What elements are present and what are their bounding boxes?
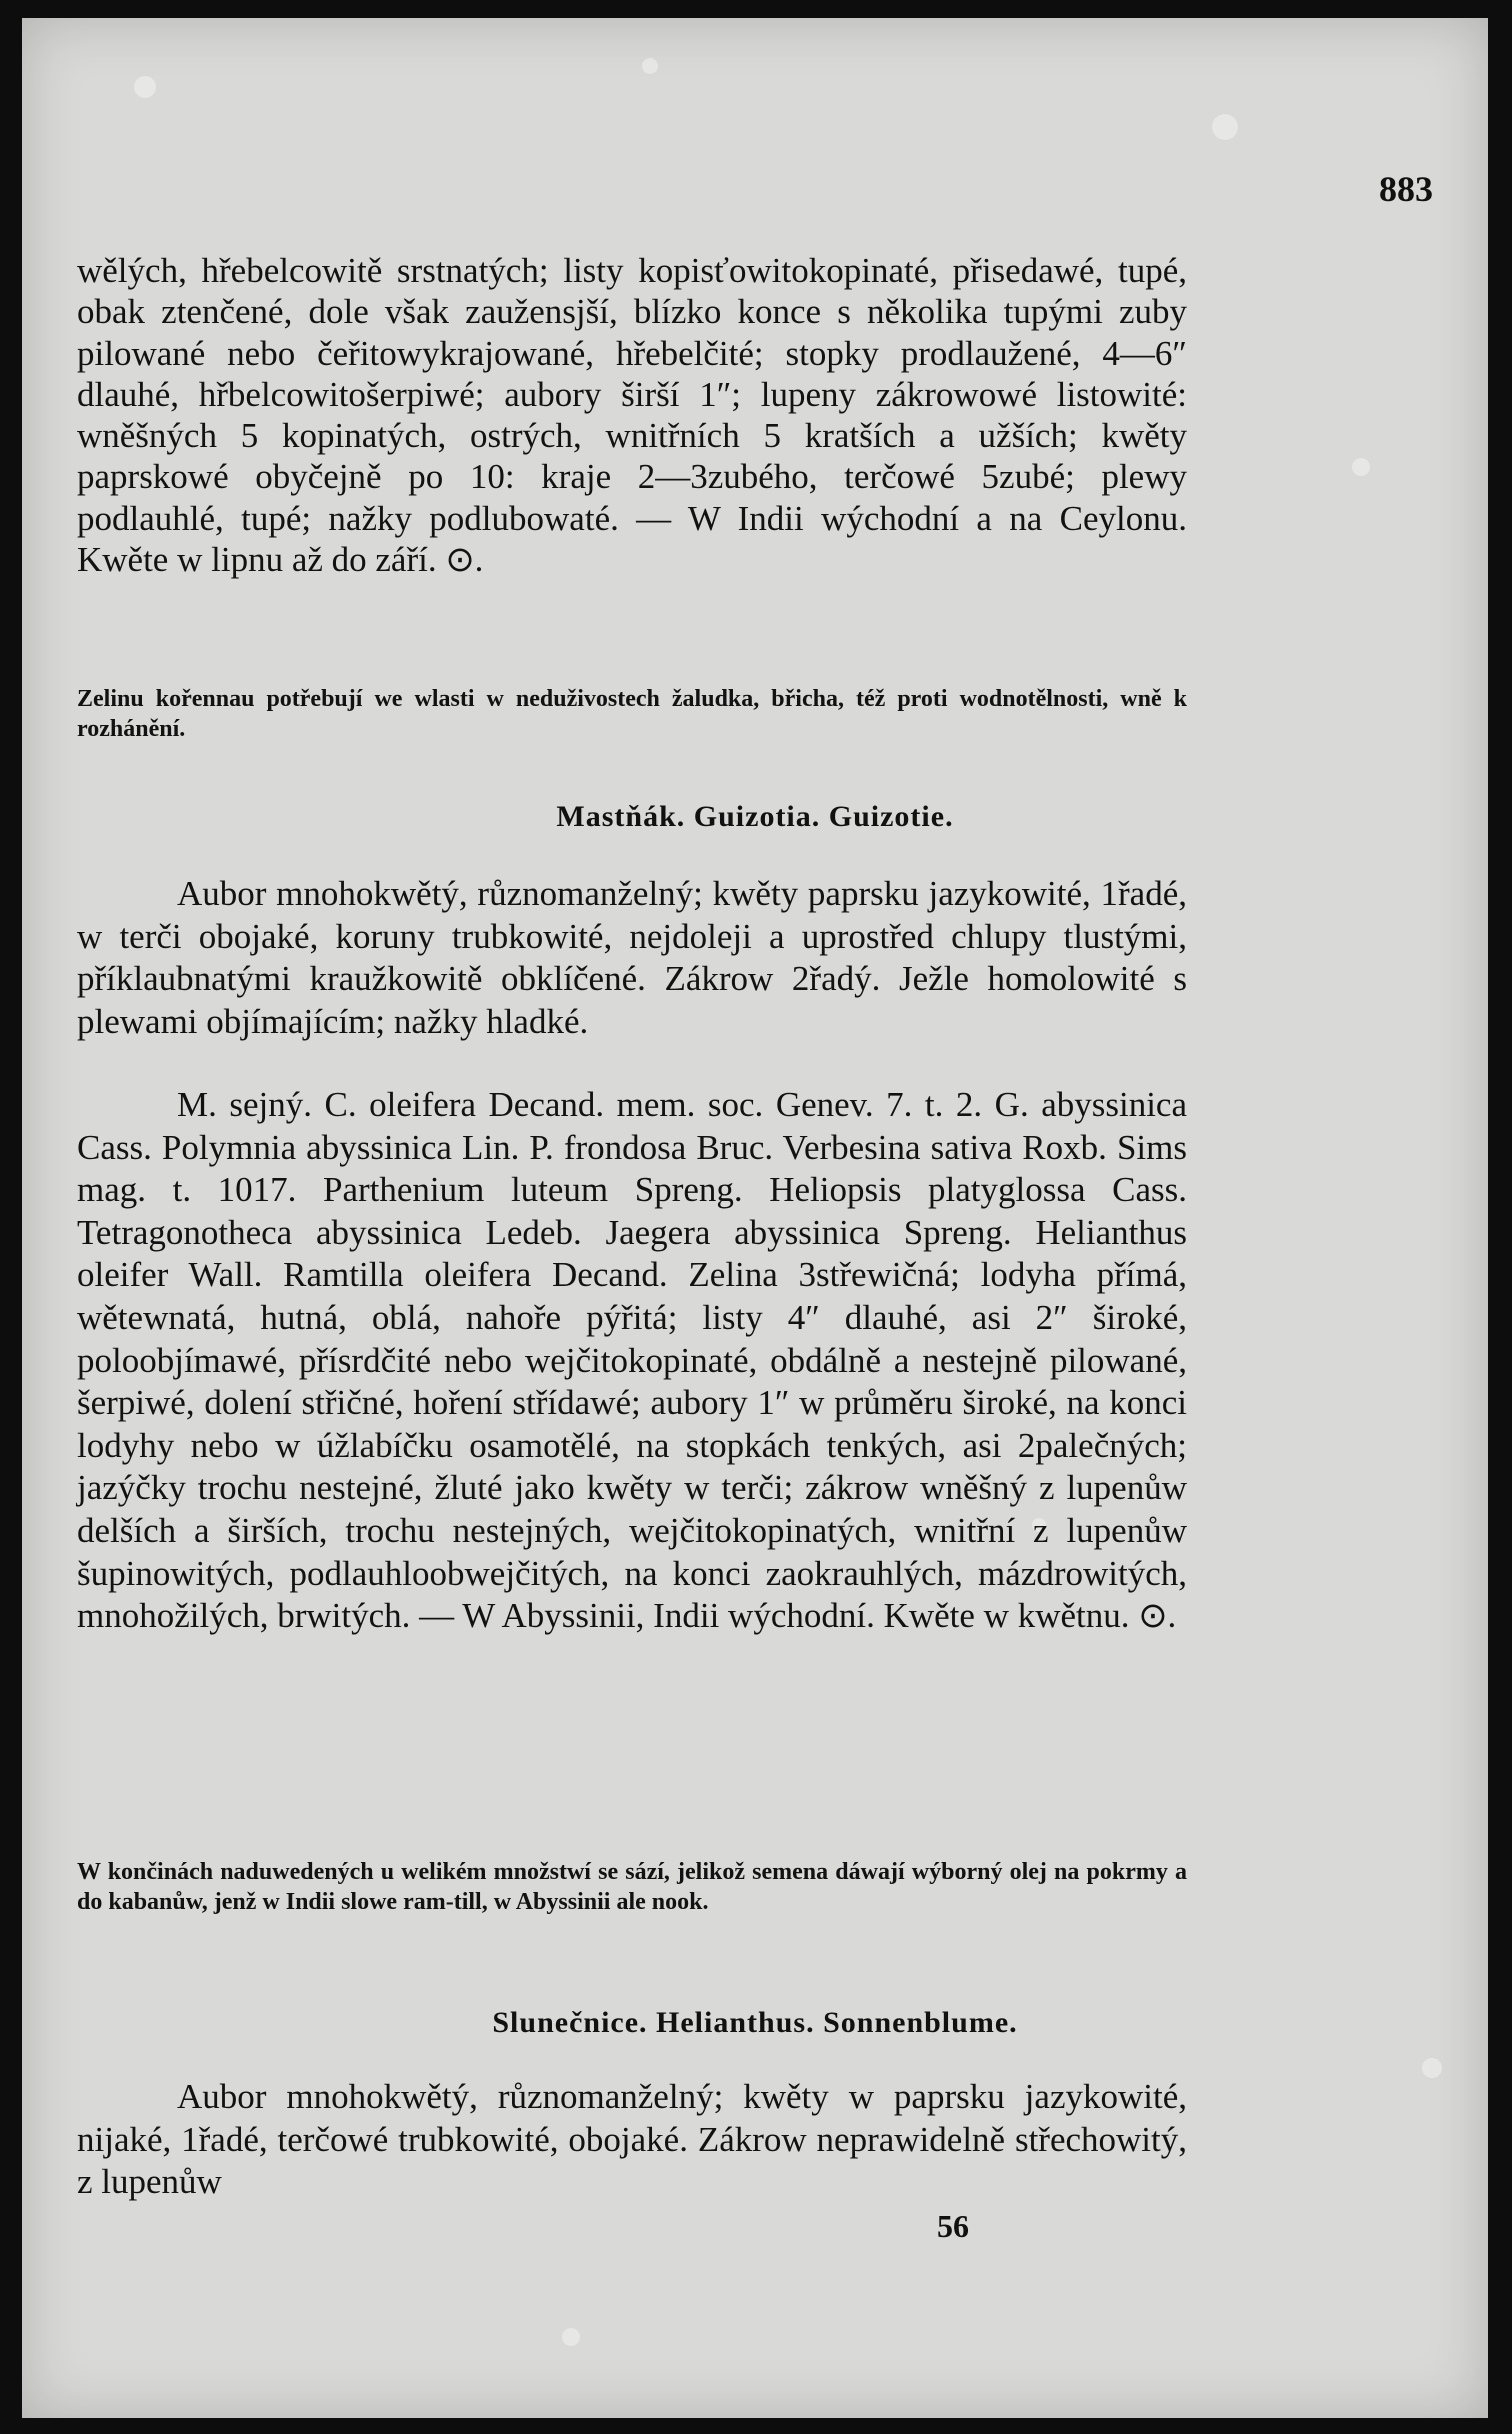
genus-description-guizotia: Aubor mnohokwětý, různomanželný; kwěty paprsku jazykowité, 1řadé, w terči obojaké, koruny trubkowité, nejdoleji a uprostřed chlupy tlustými, příklaubnatými kraužkowitě obklíčené. Zákrow 2řadý. Ježle homolowité s plewami objímajícím; nažky hladké. xyxy=(77,874,1187,1041)
printer-signature: 56 xyxy=(937,2208,969,2244)
genus-heading-helianthus: Slunečnice. Helianthus. Sonnenblume. xyxy=(492,2006,1018,2039)
book-page xyxy=(22,18,1488,2418)
footnote-usage-1: Zelinu kořennau potřebují we wlasti w neduživostech žaludka, břicha, též proti wodnotělnosti, wně k rozhánění. xyxy=(77,686,1187,742)
paper-speck xyxy=(134,76,156,98)
genus-heading-guizotia: Mastňák. Guizotia. Guizotie. xyxy=(556,800,954,833)
paper-speck xyxy=(1352,458,1370,476)
paper-speck xyxy=(1212,114,1238,140)
footnote-usage-2: W končinách naduwedených u welikém množstwí se sází, jelikož semena dáwají wýborný olej na pokrmy a do kabanůw, jenž w Indii slowe ram-till, w Abyssinii ale nook. xyxy=(77,1859,1187,1915)
paragraph-continuation: wělých, hřebelcowitě srstnatých; listy kopisťowitokopinaté, přisedawé, tupé, obak ztenčené, dole však zaužensjší, blízko konce s několika tupými zuby pilowané nebo čeřitowykrajowané, hřebelčité; stopky prodlaužené, 4—6″ dlauhé, hřbelcowitošerpiwé; aubory širší 1″; lupeny zákrowowé listowité: wněšných 5 kopinatých, ostrých, wnitřních 5 kratších a užších; kwěty paprskowé obyčejně po 10: kraje 2—3zubého, terčowé 5zubé; plewy podlauhlé, tupé; nažky podlubowaté. — W Indii wýchodní a na Ceylonu. Kwěte w lipnu až do září. ⊙. xyxy=(77,251,1187,580)
genus-description-helianthus: Aubor mnohokwětý, různomanželný; kwěty w paprsku jazykowité, nijaké, 1řadé, terčowé trubkowité, obojaké. Zákrow neprawidelně střechowitý, z lupenůw xyxy=(77,2077,1187,2202)
paper-speck xyxy=(1422,2058,1442,2078)
species-description-guizotia: M. sejný. C. oleifera Decand. mem. soc. Genev. 7. t. 2. G. abyssinica Cass. Polymnia abyssinica Lin. P. frondosa Bruc. Verbesina sativa Roxb. Sims mag. t. 1017. Parthenium luteum Spreng. Heliopsis platyglossa Cass. Tetragonotheca abyssinica Ledeb. Jaegera abyssinica Spreng. Helianthus oleifer Wall. Ramtilla oleifera Decand. Zelina 3střewičná; lodyha přímá, wětewnatá, hutná, oblá, nahoře pýřitá; listy 4″ dlauhé, asi 2″ široké, poloobjímawé, přísrdčité nebo wejčitokopinaté, obdálně a nestejně pilowané, šerpiwé, dolení střičné, hoření střídawé; aubory 1″ w průměru široké, na konci lodyhy nebo w úžlabíčku osamotělé, na stopkách tenkých, asi 2palečných; jazýčky trochu nestejné, žluté jako kwěty w terči; zákrow wněšný z lupenůw delších a širších, trochu nestejných, wejčitokopinatých, wnitřní z lupenůw šupinowitých, podlauhloobwejčitých, na konci zaokrauhlých, mázdrowitých, mnohožilých, brwitých. — W Abyssinii, Indii wýchodní. Kwěte w kwětnu. ⊙. xyxy=(77,1085,1187,1636)
paper-speck xyxy=(562,2328,580,2346)
page-number: 883 xyxy=(1379,169,1433,209)
paper-speck xyxy=(642,58,658,74)
